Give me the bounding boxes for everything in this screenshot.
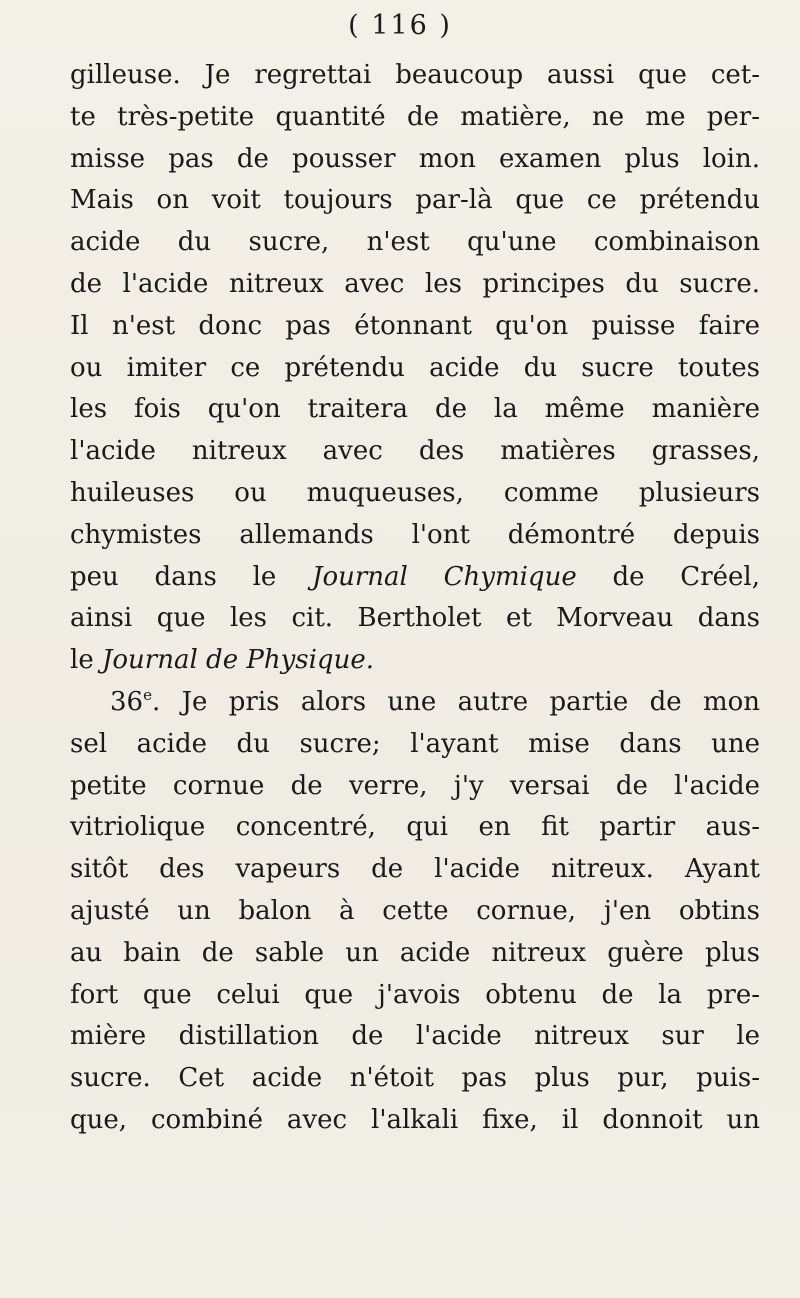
line-text: le [70, 645, 94, 676]
text-line: ainsi que les cit. Bertholet et Morveau dans [70, 603, 760, 634]
text-line: acide du sucre, n'est qu'une combinaison [70, 227, 760, 258]
text-line: fort que celui que j'avois obtenu de la pre- [70, 979, 760, 1010]
text-line: au bain de sable un acide nitreux guère plus [70, 937, 760, 968]
paragraph-number: 36 [110, 686, 144, 717]
text-line: sucre. Cet acide n'étoit pas plus pur, puis- [70, 1063, 760, 1094]
text-line: vitriolique concentré, qui en fit partir aus- [70, 812, 760, 843]
paragraph-number-superscript: e [143, 685, 152, 704]
body-text [70, 55, 760, 1142]
line-text: . Je pris alors une autre partie de mon [151, 686, 760, 717]
text-line: petite cornue de verre, j'y versai de l'acide [70, 770, 760, 801]
text-line [70, 557, 760, 599]
text-line: ajusté un balon à cette cornue, j'en obtins [70, 895, 760, 926]
line-text: de Créel, [612, 561, 760, 592]
text-line: huileuses ou muqueuses, comme plusieurs [70, 477, 760, 508]
text-line: mière distillation de l'acide nitreux sur le [70, 1021, 760, 1052]
text-line: Il n'est donc pas étonnant qu'on puisse faire [70, 310, 760, 341]
text-line: de l'acide nitreux avec les principes du sucre. [70, 268, 760, 299]
text-line: que, combiné avec l'alkali fixe, il donnoit un [70, 1104, 760, 1135]
journal-title-italic: Journal Chymique [312, 561, 577, 592]
text-line: sel acide du sucre; l'ayant mise dans une [70, 728, 760, 759]
journal-title-italic: Journal de Physique. [101, 645, 374, 676]
line-text: peu dans le [70, 561, 277, 592]
page-number: ( 116 ) [348, 10, 452, 41]
text-line [70, 640, 760, 682]
text-line: les fois qu'on traitera de la même manière [70, 394, 760, 425]
text-line: chymistes allemands l'ont démontré depuis [70, 519, 760, 550]
text-line: ou imiter ce prétendu acide du sucre toutes [70, 352, 760, 383]
text-line: gilleuse. Je regrettai beaucoup aussi que cet- [70, 60, 760, 90]
text-line: sitôt des vapeurs de l'acide nitreux. Ayant [70, 854, 760, 885]
text-line: l'acide nitreux avec des matières grasses, [70, 436, 760, 467]
paragraph-start-line [70, 682, 760, 724]
text-line: te très-petite quantité de matière, ne me per- [70, 101, 760, 132]
text-line: Mais on voit toujours par-là que ce prétendu [70, 185, 760, 216]
text-line: misse pas de pousser mon examen plus loin. [70, 143, 760, 174]
